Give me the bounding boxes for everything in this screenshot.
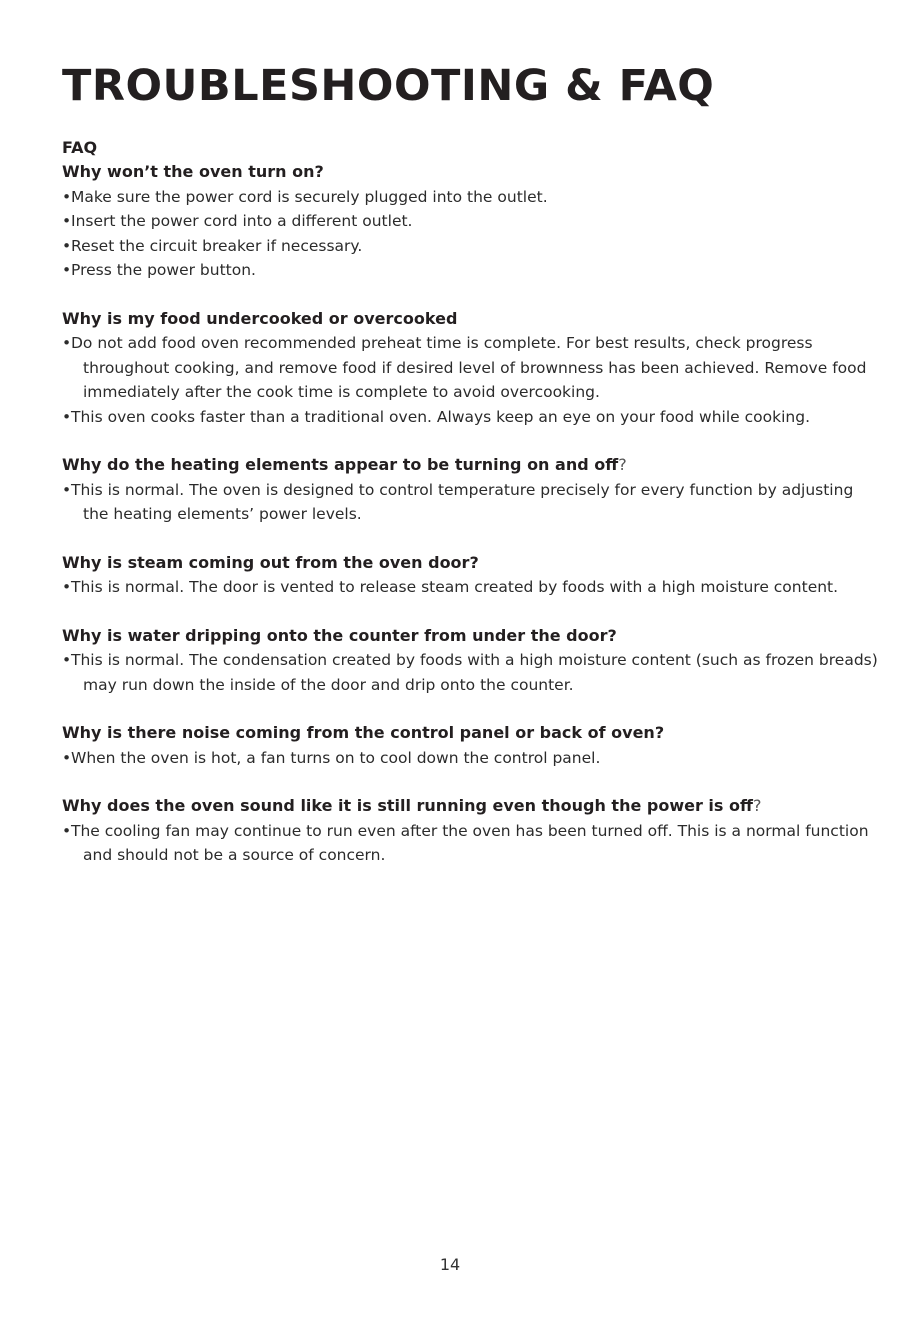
faq-item-steam-from-door [62,551,882,600]
faq-answer: •Insert the power cord into a different outlet. [62,212,413,230]
faq-answer: •Make sure the power cord is securely plugged into the outlet. [62,187,548,206]
faq-item-food-undercooked [62,307,882,430]
faq-answer: •Press the power button. [62,261,256,279]
faq-answer: •Do not add food oven recommended preheat time is complete. For best results, check progress throughout cooking, and remove food if desired level of brownness has been achieved. Remove food immediately after the cook time is complete to avoid overcooking. [62,334,867,401]
faq-question: Why does the oven sound like it is still running even though the power is off? [62,796,762,815]
page-title: TROUBLESHOOTING & FAQ [62,61,715,111]
faq-answer-list [62,648,882,697]
faq-question: Why is my food undercooked or overcooked [62,308,458,328]
faq-question: Why is steam coming out from the oven door? [62,552,479,572]
faq-answer-list [62,575,882,600]
faq-item-water-dripping [62,624,882,698]
faq-answer-list [62,185,882,283]
faq-answer: •This oven cooks faster than a traditional oven. Always keep an eye on your food while cooking. [62,407,810,426]
faq-answer: •This is normal. The oven is designed to control temperature precisely for every function by adjusting the heating elements’ power levels. [62,480,854,523]
faq-answer-list [62,478,882,527]
faq-item-running-when-off [62,794,882,868]
faq-answer: •This is normal. The door is vented to release steam created by foods with a high moisture content. [62,578,839,596]
faq-item-heating-elements [62,453,882,527]
faq-answer: •Reset the circuit breaker if necessary. [62,236,363,255]
page-number: 14 [439,1255,461,1274]
faq-question: Why won’t the oven turn on? [62,162,324,181]
faq-item-control-panel-noise [62,721,882,770]
manual-page [62,58,882,892]
faq-answer-list [62,746,882,771]
faq-answer-list [62,331,882,429]
faq-question: Why is water dripping onto the counter from under the door? [62,625,617,645]
faq-item-oven-wont-turn-on [62,160,882,283]
faq-question: Why do the heating elements appear to be turning on and off? [62,455,627,474]
faq-answer: •This is normal. The condensation created by foods with a high moisture content (such as frozen breads) may run down the inside of the door and drip onto the counter. [62,651,878,694]
faq-answer: •The cooling fan may continue to run even after the oven has been turned off. This is a normal function and should not be a source of concern. [62,821,869,864]
faq-answer-list [62,819,882,868]
faq-question: Why is there noise coming from the control panel or back of oven? [62,723,665,742]
faq-answer: •When the oven is hot, a fan turns on to cool down the control panel. [62,748,601,767]
section-label: FAQ [62,138,98,157]
